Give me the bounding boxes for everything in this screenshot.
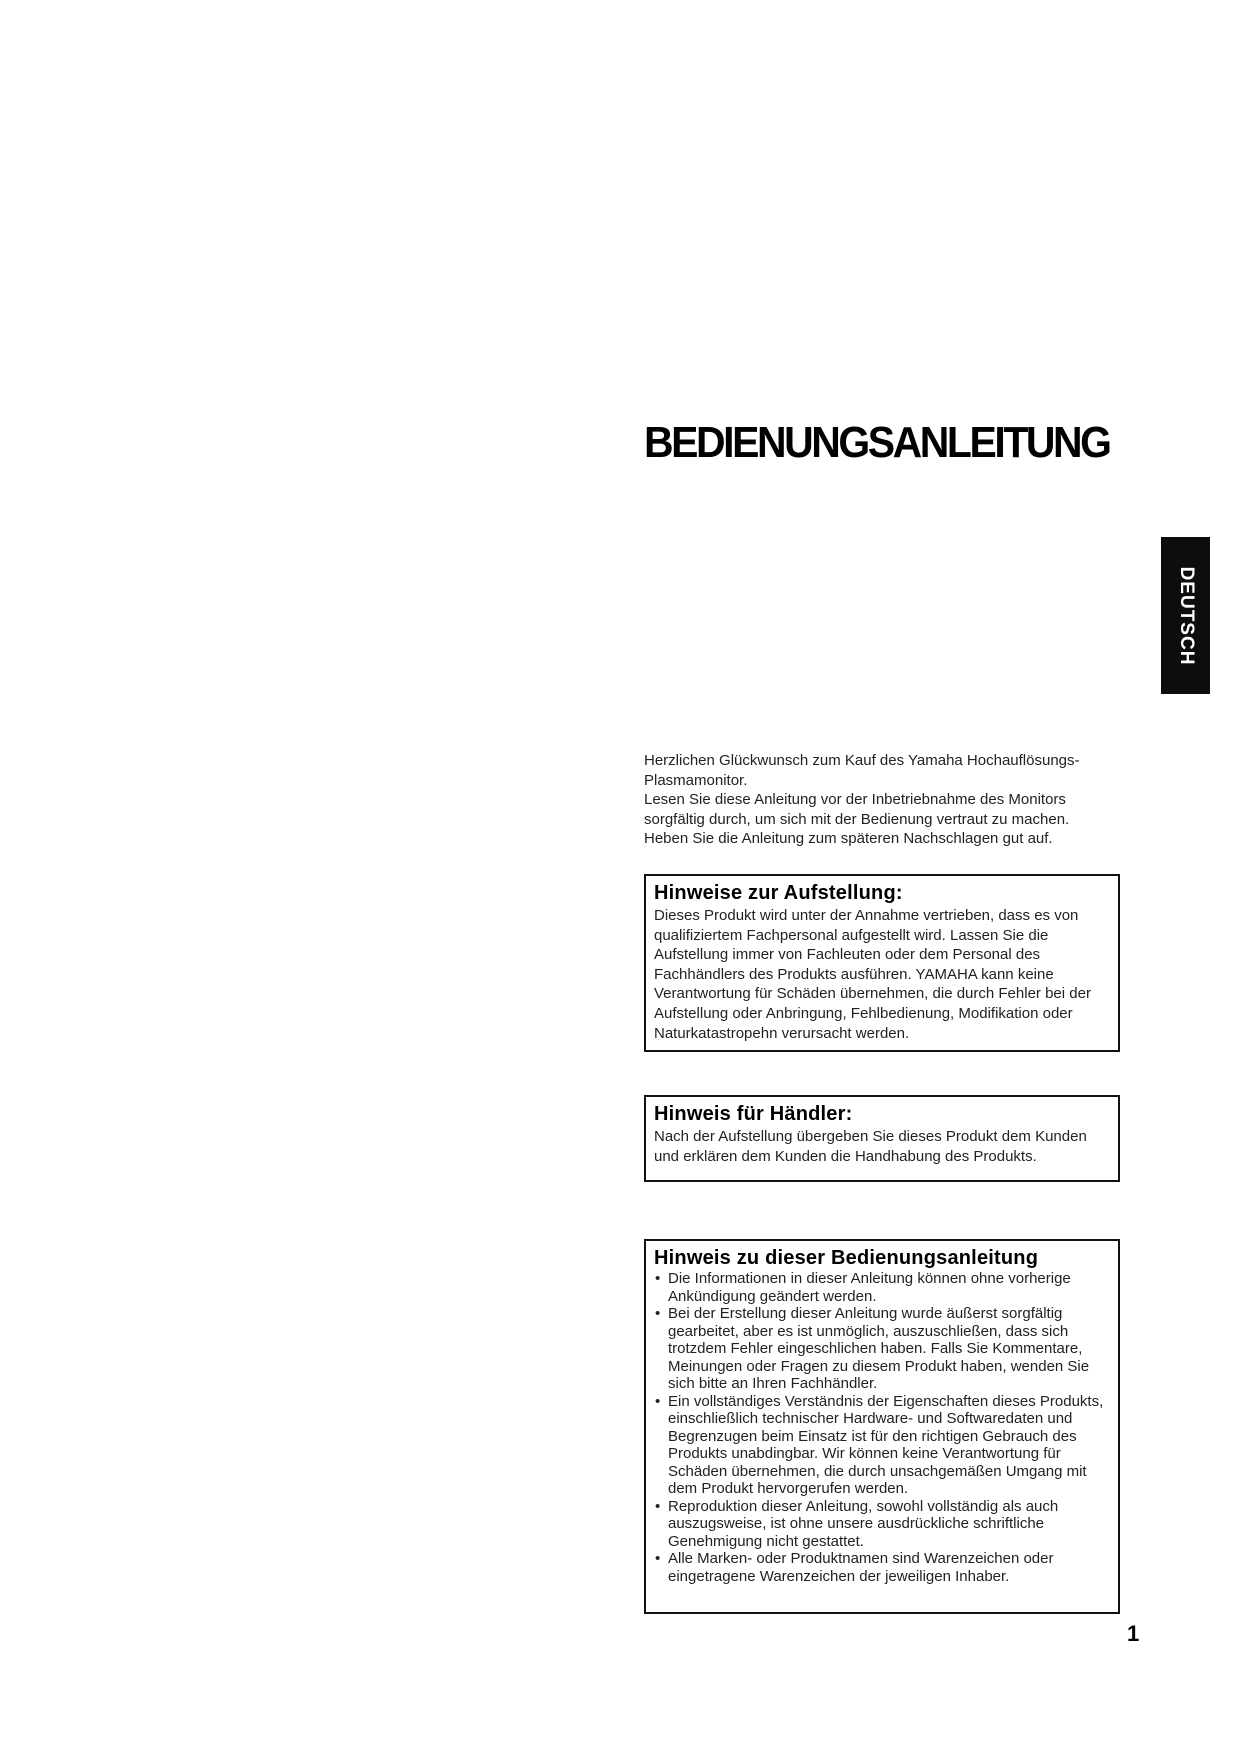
intro-text [644,751,1124,849]
dealer-notice-heading: Hinweis für Händler: [654,1103,853,1125]
list-item: • Die Informationen in dieser Anleitung können ohne vorherige Ankündigung geändert werden. [654,1270,1118,1305]
manual-notice-list [654,1270,1118,1585]
list-item: • Bei der Erstellung dieser Anleitung wurde äußerst sorgfältig gearbeitet, aber es ist unmöglich, auszuschließen, dass sich trotzdem Fehler eingeschlichen haben. Falls Sie Kommentare, Meinungen oder Fragen zu diesem Produkt haben, wenden Sie sich bitte an Ihren Fachhändler. [654,1305,1118,1393]
installation-notice-heading: Hinweise zur Aufstellung: [654,882,903,904]
installation-notice-body: Dieses Produkt wird unter der Annahme vertrieben, dass es von qualifiziertem Fachpersonal aufgestellt wird. Lassen Sie die Aufstellung immer von Fachleuten oder dem Personal des Fachhändlers des Produkts ausführen. YAMAHA kann keine Verantwortung für Schäden übernehmen, die durch Fehler bei der Aufstellung oder Anbringung, Fehlbedienung, Modifikation oder Naturkatastropehn verursacht werden. [654,907,1091,1042]
intro-paragraph-3: Heben Sie die Anleitung zum späteren Nachschlagen gut auf. [644,830,1053,847]
dealer-notice-box [644,1095,1120,1182]
language-tab [1161,537,1210,694]
intro-paragraph-2: Lesen Sie diese Anleitung vor der Inbetriebnahme des Monitors sorgfältig durch, um sich mit der Bedienung vertraut zu machen. [644,791,1070,828]
page-number: 1 [1127,1621,1140,1646]
list-item: • Ein vollständiges Verständnis der Eigenschaften dieses Produkts, einschließlich technischer Hardware- und Softwaredaten und Begrenzugen beim Einsatz ist für den richtigen Gebrauch des Produkts unabdingbar. Wir können keine Verantwortung für Schäden übernehmen, die durch unsachgemäßen Umgang mit dem Produkt hervorgerufen werden. [654,1393,1118,1498]
installation-notice-box [644,874,1120,1052]
manual-notice-heading: Hinweis zu dieser Bedienungsanleitung [654,1247,1039,1269]
intro-paragraph-1: Herzlichen Glückwunsch zum Kauf des Yamaha Hochauflösungs-Plasmamonitor. [644,752,1080,789]
list-item: • Alle Marken- oder Produktnamen sind Warenzeichen oder eingetragene Warenzeichen der jeweiligen Inhaber. [654,1550,1118,1585]
dealer-notice-body: Nach der Aufstellung übergeben Sie dieses Produkt dem Kunden und erklären dem Kunden die Handhabung des Produkts. [654,1128,1087,1165]
page-title: BEDIENUNGSANLEITUNG [644,418,1110,467]
language-tab-label: DEUTSCH [1175,566,1197,665]
manual-notice-box [644,1239,1120,1614]
list-item: • Reproduktion dieser Anleitung, sowohl vollständig als auch auszugsweise, ist ohne unsere ausdrückliche schriftliche Genehmigung nicht gestattet. [654,1498,1118,1551]
